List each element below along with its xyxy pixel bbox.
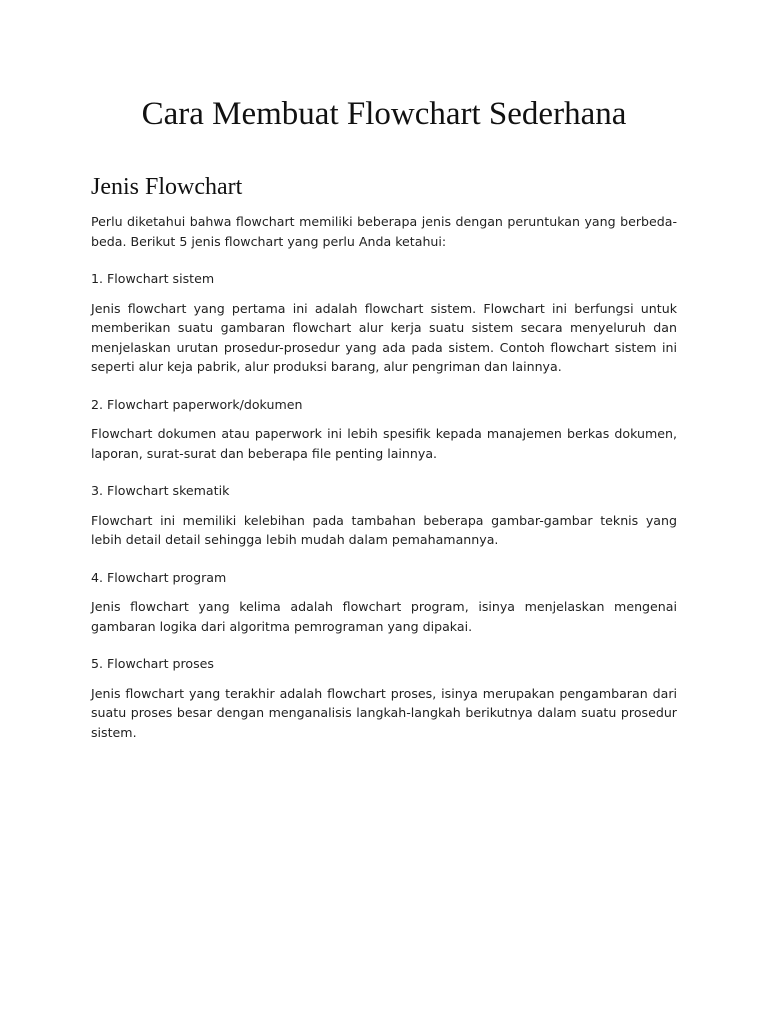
document-title: Cara Membuat Flowchart Sederhana (141, 96, 627, 132)
section-heading: 2. Flowchart paperwork/dokumen (91, 396, 303, 412)
section-paragraph: Jenis flowchart yang terakhir adalah flowchart proses, isinya merupakan pengambaran dari suatu proses besar dengan menganalisis langkah-langkah berikutnya dalam suatu prosedur sistem. (91, 685, 677, 740)
section-heading: 5. Flowchart proses (91, 656, 214, 671)
section-paragraph: Flowchart ini memiliki kelebihan pada tambahan beberapa gambar-gambar teknis yang lebih detail detail sehingga lebih mudah dalam pemahamannya. (91, 512, 677, 547)
flowchart-type-section-5 (91, 654, 677, 742)
flowchart-type-section-3 (91, 481, 677, 550)
flowchart-type-section-1 (91, 269, 677, 377)
section-title: Jenis Flowchart (91, 174, 243, 200)
flowchart-type-section-2 (91, 395, 677, 464)
section-paragraph: Jenis flowchart yang kelima adalah flowchart program, isinya menjelaskan mengenai gambaran logika dari algoritma pemrograman yang dipakai. (91, 599, 677, 634)
section-paragraph: Jenis flowchart yang pertama ini adalah flowchart sistem. Flowchart ini berfungsi untuk memberikan suatu gambaran flowchart alur kerja suatu sistem secara menyeluruh dan menjelaskan urutan prosedur-prosedur yang ada pada sistem. Contoh flowchart sistem ini seperti alur keja pabrik, alur produksi barang, alur pengriman dan lainnya. (91, 300, 677, 374)
section-heading: 4. Flowchart program (91, 569, 227, 585)
document-body (91, 212, 677, 760)
flowchart-type-section-4 (91, 568, 677, 637)
section-heading: 1. Flowchart sistem (91, 271, 215, 286)
section-heading: 3. Flowchart skematik (91, 483, 230, 498)
intro-paragraph: Perlu diketahui bahwa flowchart memiliki beberapa jenis dengan peruntukan yang berbeda-beda. Berikut 5 jenis flowchart yang perlu Anda ketahui: (91, 214, 677, 249)
section-paragraph: Flowchart dokumen atau paperwork ini lebih spesifik kepada manajemen berkas dokumen, laporan, surat-surat dan beberapa file penting lainnya. (91, 426, 677, 461)
